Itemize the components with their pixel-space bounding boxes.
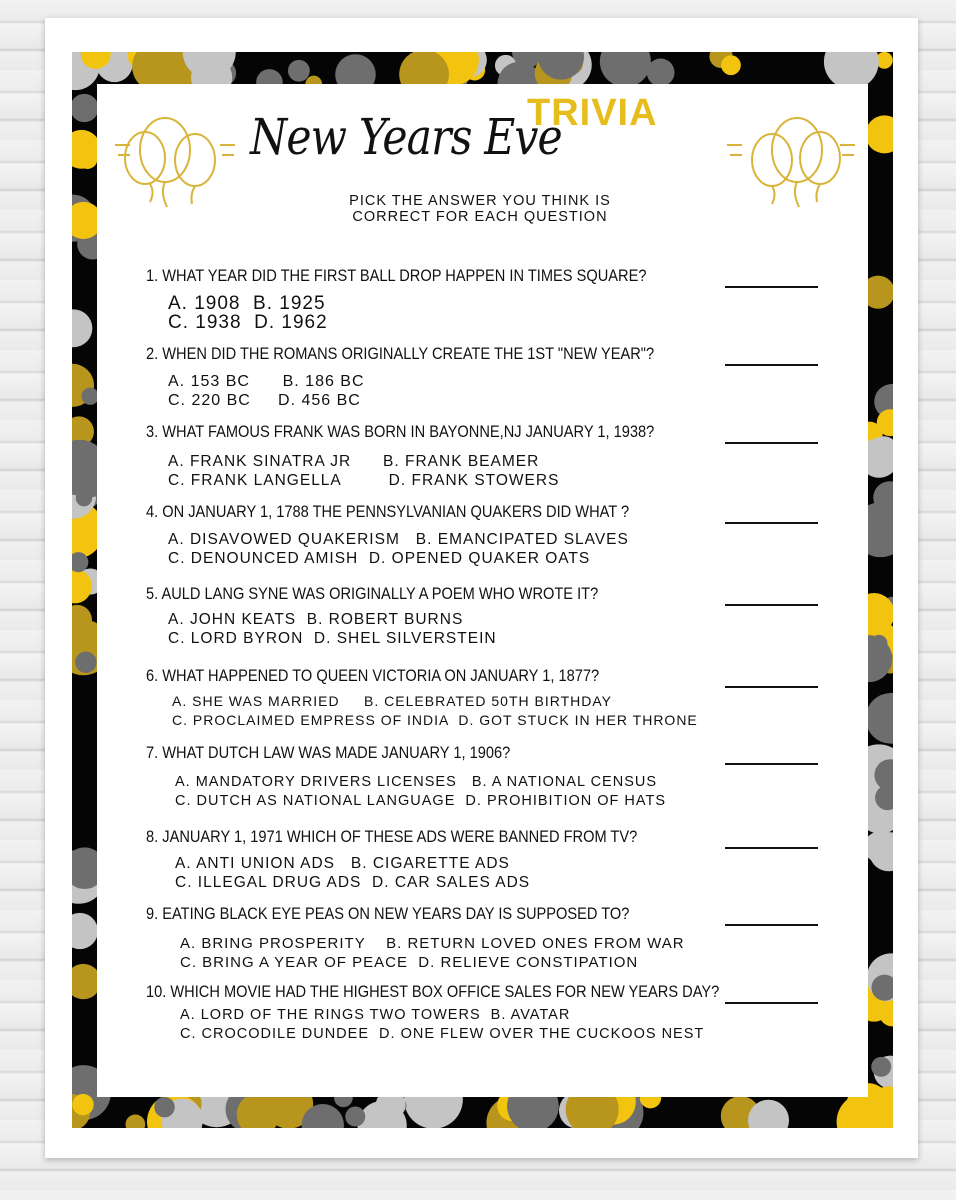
answer-options: A. FRANK SINATRA JR B. FRANK BEAMER	[168, 453, 540, 470]
answer-blank[interactable]	[725, 286, 818, 288]
polka-dot	[288, 60, 310, 82]
answer-blank[interactable]	[725, 442, 818, 444]
answer-options: A. SHE WAS MARRIED B. CELEBRATED 50TH BIRTHDAY	[172, 693, 613, 709]
instructions-line: CORRECT FOR EACH QUESTION	[352, 209, 608, 225]
question-text: 10. WHICH MOVIE HAD THE HIGHEST BOX OFFICE SALES FOR NEW YEARS DAY?	[146, 982, 720, 1001]
balloons-icon-right	[722, 90, 857, 210]
polka-dot	[72, 913, 98, 949]
answer-options: A. LORD OF THE RINGS TWO TOWERS B. AVATAR	[180, 1007, 571, 1023]
question-text: 8. JANUARY 1, 1971 WHICH OF THESE ADS WERE BANNED FROM TV?	[146, 827, 638, 846]
question-text: 6. WHAT HAPPENED TO QUEEN VICTORIA ON JANUARY 1, 1877?	[146, 666, 600, 685]
answer-options: C. BRING A YEAR OF PEACE D. RELIEVE CONSTIPATION	[180, 954, 639, 971]
polka-dot	[72, 94, 99, 122]
answer-options: C. ILLEGAL DRUG ADS D. CAR SALES ADS	[175, 874, 531, 891]
answer-options: C. 1938 D. 1962	[168, 312, 328, 333]
answer-options: C. FRANK LANGELLA D. FRANK STOWERS	[168, 472, 560, 489]
polka-dot	[721, 55, 741, 75]
answer-options: C. DENOUNCED AMISH D. OPENED QUAKER OATS	[168, 550, 591, 567]
question-text: 3. WHAT FAMOUS FRANK WAS BORN IN BAYONNE,NJ JANUARY 1, 1938?	[146, 422, 655, 441]
question-text: 4. ON JANUARY 1, 1788 THE PENNSYLVANIAN QUAKERS DID WHAT ?	[146, 502, 630, 521]
answer-blank[interactable]	[725, 686, 818, 688]
answer-options: C. DUTCH AS NATIONAL LANGUAGE D. PROHIBITION OF HATS	[175, 793, 667, 809]
question-text: 9. EATING BLACK EYE PEAS ON NEW YEARS DAY IS SUPPOSED TO?	[146, 904, 630, 923]
question-text: 2. WHEN DID THE ROMANS ORIGINALLY CREATE THE 1ST "NEW YEAR"?	[146, 344, 655, 363]
question-text: 7. WHAT DUTCH LAW WAS MADE JANUARY 1, 1906?	[146, 743, 511, 762]
polka-dot	[154, 1097, 174, 1117]
polka-dot	[871, 1057, 891, 1077]
answer-options: A. 153 BC B. 186 BC	[168, 373, 365, 390]
page-title: New Years Eve	[250, 108, 562, 166]
polka-dot	[600, 52, 651, 87]
polka-dot	[75, 652, 96, 673]
answer-blank[interactable]	[725, 364, 818, 366]
answer-options: C. 220 BC D. 456 BC	[168, 392, 361, 409]
answer-blank[interactable]	[725, 522, 818, 524]
polka-dot	[865, 115, 893, 153]
answer-options: A. ANTI UNION ADS B. CIGARETTE ADS	[175, 855, 510, 872]
polka-dot	[345, 1107, 365, 1127]
answer-options: A. DISAVOWED QUAKERISM B. EMANCIPATED SLAVES	[168, 531, 629, 548]
question-text: 1. WHAT YEAR DID THE FIRST BALL DROP HAPPEN IN TIMES SQUARE?	[146, 266, 647, 285]
polka-dot	[72, 309, 92, 347]
answer-blank[interactable]	[725, 1002, 818, 1004]
answer-options: A. BRING PROSPERITY B. RETURN LOVED ONES FROM WAR	[180, 935, 685, 952]
answer-options: A. MANDATORY DRIVERS LICENSES B. A NATIONAL CENSUS	[175, 774, 658, 790]
title-accent: TRIVIA	[527, 92, 658, 134]
answer-options: A. JOHN KEATS B. ROBERT BURNS	[168, 611, 464, 628]
polka-dot	[647, 59, 675, 87]
instructions	[300, 193, 660, 225]
answer-options: A. 1908 B. 1925	[168, 293, 326, 314]
answer-options: C. LORD BYRON D. SHEL SILVERSTEIN	[168, 630, 497, 647]
answer-blank[interactable]	[725, 847, 818, 849]
answer-blank[interactable]	[725, 763, 818, 765]
answer-blank[interactable]	[725, 604, 818, 606]
polka-dot	[72, 1094, 93, 1115]
polka-dot	[866, 693, 893, 744]
answer-blank[interactable]	[725, 924, 818, 926]
answer-options: C. PROCLAIMED EMPRESS OF INDIA D. GOT STUCK IN HER THRONE	[172, 712, 698, 728]
answer-options: C. CROCODILE DUNDEE D. ONE FLEW OVER THE CUCKOOS NEST	[180, 1026, 705, 1042]
instructions-line: PICK THE ANSWER YOU THINK IS	[349, 193, 611, 209]
balloons-icon-left	[110, 90, 245, 210]
question-text: 5. AULD LANG SYNE WAS ORIGINALLY A POEM WHO WROTE IT?	[146, 584, 599, 603]
polka-dot	[126, 1114, 146, 1128]
